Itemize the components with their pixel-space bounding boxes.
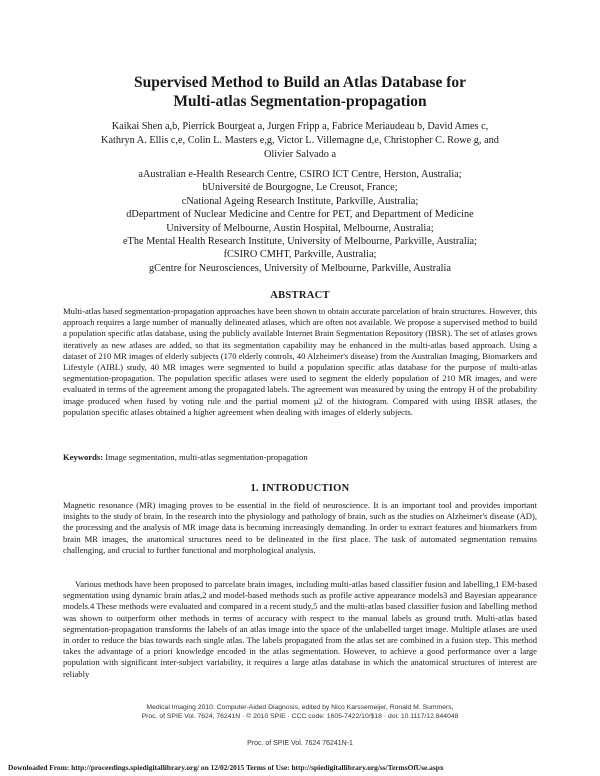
affiliation-g: gCentre for Neurosciences, University of Melbourne, Parkville, Australia xyxy=(149,262,451,274)
affiliation-e: eThe Mental Health Research Institute, University of Melbourne, Parkville, Australia; xyxy=(122,236,477,248)
affiliation-d-cont: University of Melbourne, Austin Hospital, Melbourne, Australia; xyxy=(166,222,434,234)
title-line-2: Multi-atlas Segmentation-propagation xyxy=(173,93,427,110)
introduction-paragraph-2: Various methods have been proposed to parcelate brain images, including multi-atlas based classifier fusion and labelling,1 EM-based segmentation using dynamic brain atlas,2 and model-based methods such as profile active appearance models3 and Bayesian appearance models.4 These methods were evaluated and compared in a recent study,5 and the multi-atlas based classifier fusion and labelling method was shown to outperform other methods in terms of accuracy with respect to the manual labels as ground truth. Multi-atlas based segmentation-propagation transforms the labels of an atlas image into the space of the unlabelled target image. Multiple atlases are used in order to reduce the bias towards each single atlas. The labels propagated from the atlas set are combined in a fusion step. This method takes the advantage of a priori knowledge encoded in the atlas segmentation. However, to achieve a good performance over a large population with significant inter-subject variability, it requires a large atlas database in which the anatomical structures of interest are reliably xyxy=(63,579,537,679)
authors-line-3: Olivier Salvado a xyxy=(263,148,337,160)
affiliation-d: dDepartment of Nuclear Medicine and Centre for PET, and Department of Medicine xyxy=(126,209,474,221)
affiliation-c: cNational Ageing Research Institute, Parkville, Australia; xyxy=(181,195,419,207)
paper-title xyxy=(0,73,600,111)
abstract-body xyxy=(63,306,537,418)
author-list xyxy=(40,120,560,161)
affiliation-f: fCSIRO CMHT, Parkville, Australia; xyxy=(223,249,377,261)
abstract-heading: ABSTRACT xyxy=(270,290,330,301)
footer-line-1: Medical Imaging 2010: Computer-Aided Diagnosis, edited by Nico Karssemeijer, Ronald M. Summers, xyxy=(146,704,454,711)
keywords-label: Keywords: xyxy=(63,452,104,462)
authors-line-1: Kaikai Shen a,b, Pierrick Bourgeat a, Jurgen Fripp a, Fabrice Meriaudeau b, David Ames c, xyxy=(111,121,489,132)
affiliation-b: bUniversité de Bourgogne, Le Creusot, France; xyxy=(202,182,398,194)
introduction-heading: 1. INTRODUCTION xyxy=(250,483,350,494)
publication-footer xyxy=(0,703,600,722)
affiliation-a: aAustralian e-Health Research Centre, CSIRO ICT Centre, Herston, Australia; xyxy=(138,169,462,180)
download-notice: Downloaded From: http://proceedings.spiedigitallibrary.org/ on 12/02/2015 Terms of Use: http://spiedigitallibrary.org/ss/TermsOfUse.aspx xyxy=(8,763,444,772)
keywords-text: Image segmentation, multi-atlas segmentation-propagation xyxy=(105,452,308,462)
authors-line-2: Kathryn A. Ellis c,e, Colin L. Masters e,g, Victor L. Villemagne d,e, Christopher C. Rowe g, and xyxy=(101,134,499,146)
page-number: Proc. of SPIE Vol. 7624 76241N-1 xyxy=(247,740,353,747)
title-line-1: Supervised Method to Build an Atlas Database for xyxy=(134,74,466,91)
abstract-text: Multi-atlas based segmentation-propagation approaches have been shown to obtain accurate parcelation of brain structures. However, this approach requires a large number of manually delineated atlases, which are often not available. We propose a supervised method to build a population specific atlas database, using the publicly available Internet Brain Segmentation Repository (IBSR). The set of atlases grows iteratively as new atlases are added, so that its segmentation capability may be enhanced in the multi-atlas based approach. Using a dataset of 210 MR images of elderly subjects (170 elderly controls, 40 Alzheimer's disease) from the Australian Imaging, Biomarkers and Lifestyle (AIBL) study, 40 MR images were segmented to build a population specific atlas database for the purpose of multi-atlas segmentation-propagation. The population specific atlases were used to segment the elderly population of 210 MR images, and were evaluated in terms of the agreement among the propagated labels. The agreement was measured by using the entropy H of the probability image produced when fused by voting rule and the partial moment μ2 of the histogram. Compared with using IBSR atlases, the population specific atlases obtained a higher agreement when dealing with images of elderly subjects. xyxy=(63,306,537,417)
keywords xyxy=(63,452,537,463)
introduction-paragraph-1: Magnetic resonance (MR) imaging proves to be essential in the field of neuroscience. It is an important tool and provides important insights to the study of brain. In the research into the physiology and pathology of brain, such as the studies on Alzheimer's disease (AD), the processing and the analysis of MR image data is becoming increasingly demanding. In order to extract features and biomarkers from brain MR images, the anatomical structures need to be delineated in the first place. The task of automated segmentation remains challenging, and crucial to further functional and morphological analysis. xyxy=(63,500,537,555)
footer-line-2: Proc. of SPIE Vol. 7624, 76241N · © 2010 SPIE · CCC code: 1605-7422/10/$18 · doi: 10.1117/12.844048 xyxy=(141,713,459,721)
affiliations xyxy=(40,168,560,275)
